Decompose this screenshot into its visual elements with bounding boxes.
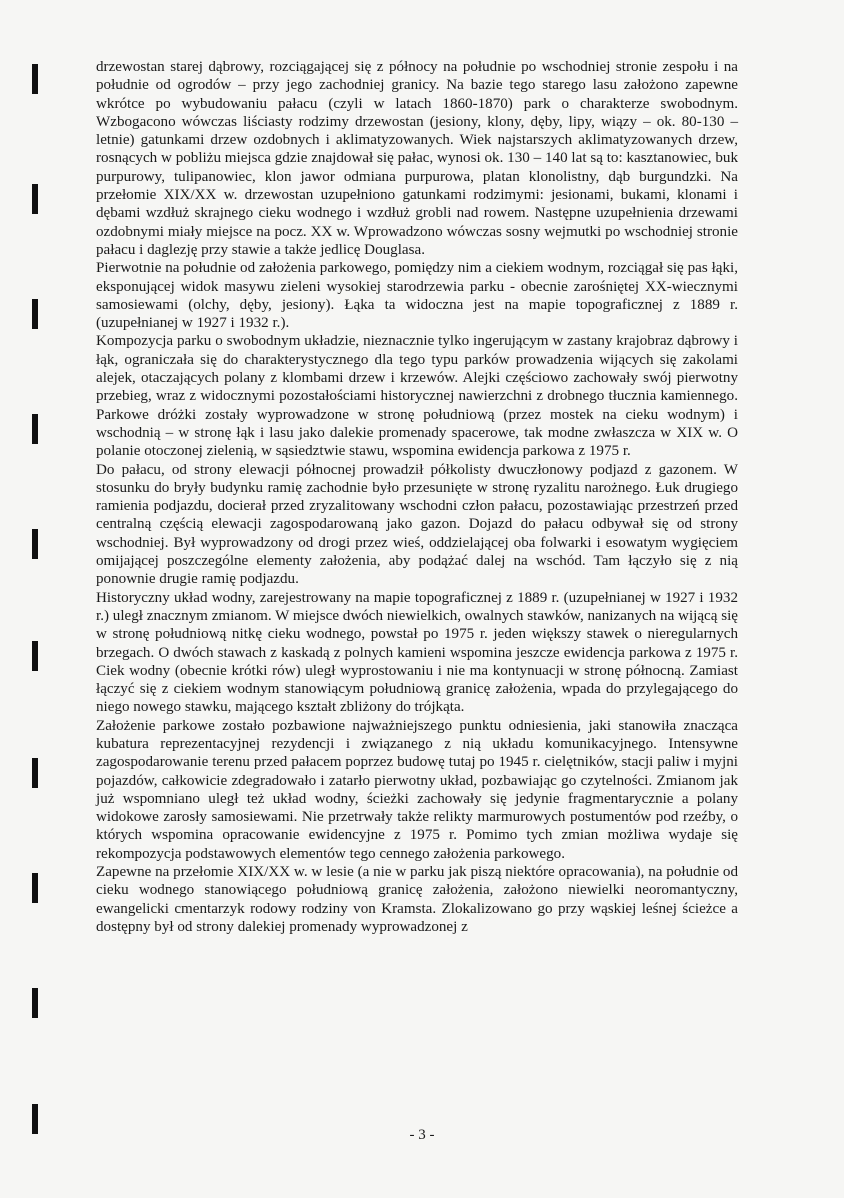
paragraph-park-history: drzewostan starej dąbrowy, rozciągającej się z północy na południe po wschodniej stronie zespołu i na południe od ogrodów – przy jego zachodniej granicy. Na bazie tego starego lasu założono zapewne wkrótce po wybudowaniu pałacu (czyli w latach 1860-1870) park o charakterze swobodnym. Wzbogacono wówczas liściasty rodzimy drzewostan (jesiony, klony, dęby, lipy, wiązy – ok. 80-130 – letnie) gatunkami drzew ozdobnych i aklimatyzowanych. Wiek najstarszych aklimatyzowanych drzew, rosnących w pobliżu miejsca gdzie znajdował się pałac, wynosi ok. 130 – 140 lat są to: kasztanowiec, buk purpurowy, tulipanowiec, klon jawor odmiana purpurowa, platan klonolistny, dąb burgundzki. Na przełomie XIX/XX w. drzewostan uzupełniono gatunkami rodzimymi: jesionami, bukami, klonami i dębami wzdłuż skrajnego cieku wodnego i wzdłuż grobli nad rowem. Następne uzupełnienia drzewami ozdobnymi miały miejsce na pocz. XX w. Wprowadzono wówczas sosny wejmutki po wschodniej stronie pałacu i daglezję przy stawie a także jedlicę Douglasa. bbox=[96, 59, 738, 258]
binding-mark bbox=[32, 64, 38, 94]
document-body bbox=[96, 58, 738, 936]
binding-mark bbox=[32, 299, 38, 329]
paragraph-driveway: Do pałacu, od strony elewacji północnej prowadził półkolisty dwuczłonowy podjazd z gazonem. W stosunku do bryły budynku ramię zachodnie było przesunięte w stronę ryzalitu narożnego. Łuk drugiego ramienia podjazdu, docierał przed zryzalitowany wschodni człon pałacu, pozostawiając przestrzeń przed centralną częścią elewacji zagospodarowaną jako gazon. Dojazd do pałacu odbywał się od strony wschodniej. Był wyprowadzony od drogi przez wieś, oddzielającej oba folwarki i esowatym wygięciem omijającej poszczególne elementy założenia, aby podążać dalej na wschód. Tam łączyło się z nią ponownie drugie ramię podjazdu. bbox=[96, 461, 738, 588]
binding-mark bbox=[32, 988, 38, 1018]
binding-mark bbox=[32, 873, 38, 903]
binding-mark bbox=[32, 641, 38, 671]
paragraph-meadow: Pierwotnie na południe od założenia parkowego, pomiędzy nim a ciekiem wodnym, rozciągał się pas łąki, eksponującej widok masywu zieleni wysokiej starodrzewia parku - obecnie zarośniętej XX-wiecznymi samosiewami (olchy, dęby, jesiony). Łąka ta widoczna jest na mapie topograficznej z 1889 r. (uzupełnianej w 1927 i 1932 r.). bbox=[96, 260, 738, 332]
page-number: - 3 - bbox=[409, 1127, 435, 1143]
binding-mark bbox=[32, 529, 38, 559]
paragraph-cemetery: Zapewne na przełomie XIX/XX w. w lesie (a nie w parku jak piszą niektóre opracowania), na południe od cieku wodnego stanowiącego południową granicę założenia, założono niewielki neoromantyczny, ewangelicki cmentarzyk rodowy rodziny von Kramsta. Zlokalizowano go przy wąskiej leśnej ścieżce a dostępny był od strony dalekiej promenady wyprowadzonej z bbox=[96, 864, 738, 935]
paragraph-degradation: Założenie parkowe zostało pozbawione najważniejszego punktu odniesienia, jaki stanowiła znacząca kubatura reprezentacyjnej rezydencji i związanego z nią układu komunikacyjnego. Intensywne zagospodarowanie terenu przed pałacem poprzez budowę tutaj po 1945 r. cielętników, stacji paliw i myjni pojazdów, całkowicie zdegradowało i zatarło pierwotny układ, pozbawiając go czytelności. Zmianom jak już wspomniano uległ też układ wodny, ścieżki zachowały się jedynie fragmentarycznie a polany widokowe zarosły samosiewami. Nie przetrwały także relikty marmurowych postumentów pod rzeźby, o których wspomina opracowanie ewidencyjne z 1975 r. Pomimo tych zmian możliwa wydaje się rekompozycja podstawowych elementów tego cennego założenia parkowego. bbox=[96, 717, 738, 862]
binding-marks bbox=[0, 0, 60, 1198]
paragraph-water-system: Historyczny układ wodny, zarejestrowany na mapie topograficznej z 1889 r. (uzupełnianej w 1927 i 1932 r.) uległ znacznym zmianom. W miejsce dwóch niewielkich, owalnych stawków, nanizanych na wijącą się w stronę południową nitkę cieku wodnego, powstał po 1975 r. jeden większy stawek o nieregularnych brzegach. O dwóch stawach z kaskadą z polnych kamieni wspomina jeszcze ewidencja parkowa z 1975 r. Ciek wodny (obecnie krótki rów) uległ wyprostowaniu i nie ma kontynuacji w stronę północną. Zamiast łączyć się z ciekiem wodnym stanowiącym południową granicę założenia, wpada do przylegającego do niego nowego stawku, mającego kształt zbliżony do trójkąta. bbox=[96, 589, 738, 716]
binding-mark bbox=[32, 758, 38, 788]
binding-mark bbox=[32, 414, 38, 444]
binding-mark bbox=[32, 184, 38, 214]
paragraph-park-composition: Kompozycja parku o swobodnym układzie, nieznacznie tylko ingerującym w zastany krajobraz dąbrowy i łąk, ograniczała się do charakterystycznego dla tego typu parków prowadzenia wijących się zakolami alejek, otaczających polany z klombami drzew i krzewów. Alejki częściowo zachowały swój pierwotny przebieg, wraz z widocznymi pozostałościami historycznej nawierzchni z drobnego tłucznia kamiennego. Parkowe dróżki zostały wyprowadzone w stronę południową (przez mostek na cieku wodnym) i wschodnią – w stronę łąk i lasu jako dalekie promenady spacerowe, tak modne zwłaszcza w XIX w. O polanie otoczonej zielenią, w sąsiedztwie stawu, wspomina ewidencja parkowa z 1975 r. bbox=[96, 333, 738, 460]
